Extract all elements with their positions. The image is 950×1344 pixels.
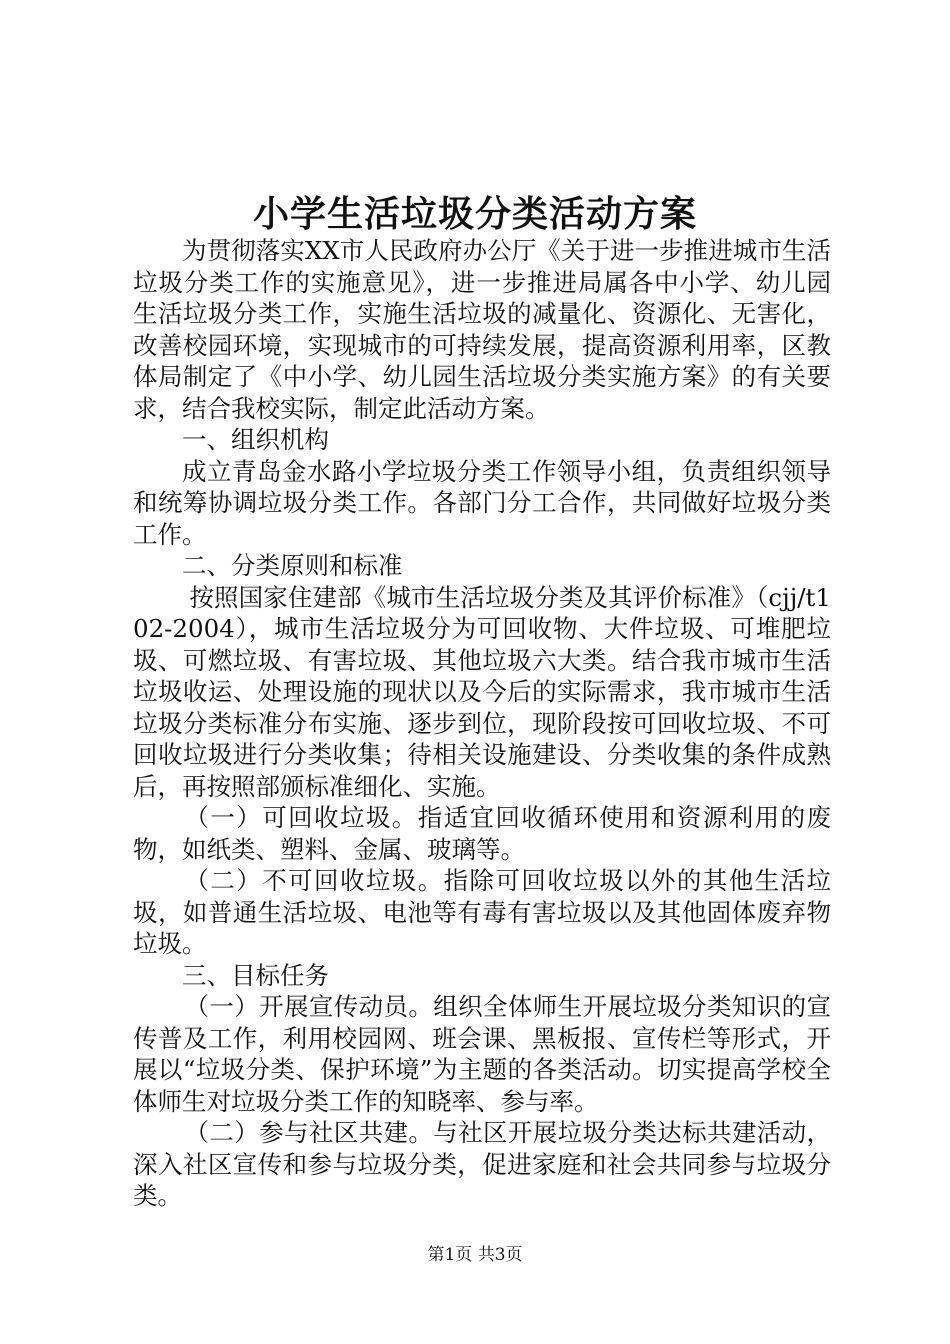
community-paragraph: （二）参与社区共建。与社区开展垃圾分类达标共建活动，深入社区宣传和参与垃圾分类，促进家庭和社会共同参与垃圾分类。	[133, 1118, 831, 1210]
document-title: 小学生活垃圾分类活动方案	[252, 193, 697, 235]
section-heading-tasks: 三、目标任务	[182, 960, 329, 990]
section-heading-organization: 一、组织机构	[182, 425, 329, 454]
non-recyclable-paragraph: （二）不可回收垃圾。指除可回收垃圾以外的其他生活垃圾，如普通生活垃圾、电池等有毒有害垃圾以及其他固体废弃物垃圾。	[133, 866, 831, 958]
organization-paragraph: 成立青岛金水路小学垃圾分类工作领导小组，负责组织领导和统筹协调垃圾分类工作。各部门分工合作，共同做好垃圾分类工作。	[133, 456, 831, 549]
section-heading-principles: 二、分类原则和标准	[182, 551, 403, 580]
page-footer: 第1页 共3页	[427, 1245, 523, 1265]
publicity-paragraph: （一）开展宣传动员。组织全体师生开展垃圾分类知识的宣传普及工作，利用校园网、班会课、黑板报、宣传栏等形式，开展以“垃圾分类、保护环境”为主题的各类活动。切实提高学校全体师生对垃圾分类工作的知晓率、参与率。	[133, 992, 831, 1116]
recyclable-paragraph: （一）可回收垃圾。指适宜回收循环使用和资源利用的废物，如纸类、塑料、金属、玻璃等。	[133, 803, 831, 864]
intro-paragraph: 为贯彻落实XX市人民政府办公厅《关于进一步推进城市生活垃圾分类工作的实施意见》，进一步推进局属各中小学、幼儿园生活垃圾分类工作，实施生活垃圾的减量化、资源化、无害化，改善校园环境，实现城市的可持续发展，提高资源利用率，区教体局制定了《中小学、幼儿园生活垃圾分类实施方案》的有关要求，结合我校实际，制定此活动方案。	[133, 236, 831, 423]
document-body	[133, 235, 831, 1212]
principles-paragraph: 按照国家住建部《城市生活垃圾分类及其评价标准》（cjj/t102-2004），城市生活垃圾分为可回收物、大件垃圾、可堆肥垃圾、可燃垃圾、有害垃圾、其他垃圾六大类。结合我市城市生活垃圾收运、处理设施的现状以及今后的实际需求，我市城市生活垃圾分类标准分布实施、逐步到位，现阶段按可回收垃圾、不可回收垃圾进行分类收集；待相关设施建设、分类收集的条件成熟后，再按照部颁标准细化、实施。	[133, 582, 831, 801]
